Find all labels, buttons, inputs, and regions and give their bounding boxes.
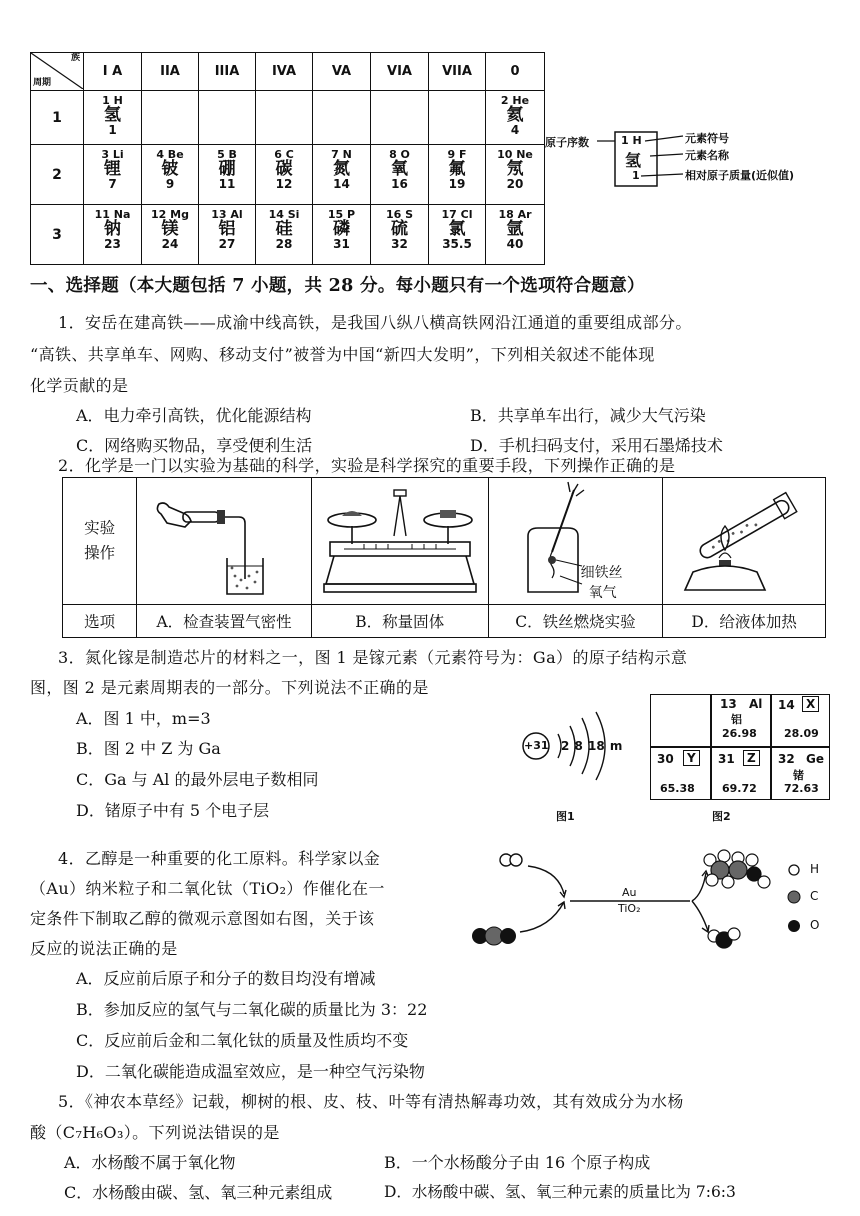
q2-option-b[interactable]: B．称量固体 (311, 605, 488, 638)
element-mass: 11 (218, 177, 236, 192)
group-header: IIIA (199, 53, 256, 91)
element-cell (486, 145, 545, 205)
element-mass: 40 (506, 237, 524, 252)
element-symbol: 10 Ne (497, 148, 533, 161)
cell-y-symbol: Y (683, 750, 700, 766)
element-name: 氦 (506, 104, 524, 125)
element-cell (142, 205, 199, 265)
heating-liquid-figure (665, 480, 823, 602)
element-symbol: 18 Ar (498, 208, 532, 221)
corner-group-label: 族 (70, 53, 80, 63)
q1-stem-line2: “高铁、共享单车、网购、移动支付”被誉为中国“新四大发明”，下列相关叙述不能体现 (30, 345, 655, 364)
table-corner (31, 53, 84, 91)
q2-option-c[interactable]: C．铁丝燃烧实验 (488, 605, 663, 638)
element-symbol: 2 He (500, 94, 530, 107)
element-name: 钠 (104, 218, 121, 239)
legend-label-symbol: 元素符号 (685, 132, 729, 145)
element-name: 氩 (506, 218, 524, 239)
q2-option-a[interactable]: A．检查装置气密性 (137, 605, 312, 638)
q1-option-d[interactable]: D．手机扫码支付，采用石墨烯技术 (470, 436, 723, 455)
fig1-caption: 图1 (556, 810, 575, 823)
element-symbol: 12 Mg (151, 208, 189, 221)
element-mass: 20 (506, 177, 524, 192)
periodic-table (30, 52, 545, 265)
q5-option-a[interactable]: A．水杨酸不属于氧化物 (64, 1153, 236, 1172)
element-symbol: 15 P (327, 208, 356, 221)
q3-option-c[interactable]: C．Ga 与 Al 的最外层电子数相同 (76, 770, 319, 789)
q5-option-c[interactable]: C．水杨酸由碳、氢、氧三种元素组成 (64, 1183, 333, 1202)
q4-option-c[interactable]: C．反应前后金和二氧化钛的质量及性质均不变 (76, 1031, 409, 1050)
element-cell (199, 205, 256, 265)
element-name: 氢 (104, 104, 121, 125)
element-name: 氯 (448, 218, 466, 239)
element-name: 氧 (391, 158, 408, 179)
q3-option-a[interactable]: A．图 1 中，m=3 (76, 709, 211, 728)
cell-z-mass: 69.72 (722, 782, 757, 795)
row-label-operation (63, 478, 137, 605)
fig-label-iron-wire: 细铁丝 (580, 565, 623, 581)
cell-x-symbol: X (802, 696, 819, 712)
figure-a-cell (137, 478, 312, 605)
q1-option-c[interactable]: C．网络购买物品，享受便利生活 (76, 436, 313, 455)
element-mass: 32 (391, 237, 408, 252)
cell-al-symbol: Al (749, 697, 763, 711)
figure-c-cell (488, 478, 663, 605)
row-label-line1: 实验 (84, 519, 116, 538)
element-mass: 9 (165, 177, 175, 192)
reaction-molecules (462, 846, 832, 958)
q2-option-d[interactable]: D．给液体加热 (663, 605, 826, 638)
element-symbol: 3 Li (101, 148, 124, 161)
empty-cell (142, 91, 199, 145)
balance-figure (314, 480, 486, 602)
q4-stem-line4: 反应的说法正确的是 (30, 939, 178, 958)
element-symbol: 17 Cl (441, 208, 473, 221)
option-row-label: 选项 (63, 605, 137, 638)
nucleus-charge: +31 (524, 739, 549, 752)
figure-d-cell (663, 478, 826, 605)
q1-option-a[interactable]: A．电力牵引高铁，优化能源结构 (76, 406, 312, 425)
period-label: 3 (31, 205, 84, 265)
group-header: 0 (486, 53, 545, 91)
q3-option-d[interactable]: D．锗原子中有 5 个电子层 (76, 801, 270, 820)
element-legend (545, 130, 835, 190)
cell-z-number: 31 (718, 752, 735, 766)
legend-label-mass: 相对原子质量(近似值) (685, 169, 795, 182)
q3-stem-line1: 3．氮化镓是制造芯片的材料之一，图 1 是镓元素（元素符号为：Ga）的原子结构示意 (58, 648, 688, 667)
element-name: 氮 (333, 158, 350, 179)
q4-stem-line2: （Au）纳米粒子和二氧化钛（TiO₂）作催化在一 (30, 879, 385, 898)
group-header: IVA (256, 53, 313, 91)
group-header: VIIA (429, 53, 486, 91)
group-header: I A (84, 53, 142, 91)
atomic-structure-figure (516, 706, 626, 784)
empty-cell (429, 91, 486, 145)
element-mass: 19 (448, 177, 466, 192)
fig-label-oxygen: 氧气 (588, 585, 617, 601)
element-cell (256, 205, 313, 265)
element-symbol: 14 Si (268, 208, 300, 221)
element-cell (313, 145, 371, 205)
q1-stem-line3: 化学贡献的是 (30, 376, 129, 395)
period-label: 1 (31, 91, 84, 145)
element-name: 磷 (333, 218, 350, 239)
element-symbol: 11 Na (94, 208, 131, 221)
element-symbol: 13 Al (211, 208, 243, 221)
q2-stem: 2．化学是一门以实验为基础的科学，实验是科学探究的重要手段，下列操作正确的是 (58, 456, 676, 475)
period-label: 2 (31, 145, 84, 205)
element-name: 氖 (506, 158, 524, 179)
catalyst-tio2: TiO₂ (618, 902, 641, 915)
element-mass: 1 (108, 123, 117, 138)
q1-stem-line1: 1．安岳在建高铁——成渝中线高铁，是我国八纵八横高铁网沿江通道的重要组成部分。 (58, 313, 692, 332)
q5-stem-line2: 酸（C₇H₆O₃）。下列说法错误的是 (30, 1123, 280, 1142)
element-mass: 4 (510, 123, 520, 138)
element-cell (486, 205, 545, 265)
element-name: 硼 (218, 158, 236, 179)
cell-ge-name: 锗 (793, 769, 804, 782)
element-mass: 12 (275, 177, 293, 192)
legend-mass-sample: 1 (632, 169, 640, 182)
element-cell (84, 91, 142, 145)
element-cell (199, 145, 256, 205)
empty-cell (313, 91, 371, 145)
element-symbol: 7 N (331, 148, 352, 161)
fig2-caption: 图2 (712, 810, 731, 823)
element-name: 锂 (104, 158, 121, 179)
legend-o: O (810, 918, 820, 932)
element-cell (84, 205, 142, 265)
element-cell (142, 145, 199, 205)
element-mass: 28 (275, 237, 293, 252)
element-mass: 16 (391, 177, 408, 192)
element-mass: 7 (108, 177, 117, 192)
cell-al-mass: 26.98 (722, 727, 757, 740)
element-mass: 27 (218, 237, 236, 252)
group-header: IIA (142, 53, 199, 91)
legend-atomic-number: 原子序数 (545, 136, 589, 149)
q4-stem-line1: 4．乙醇是一种重要的化工原料。科学家以金 (58, 849, 381, 868)
legend-name-sample: 氢 (625, 151, 642, 170)
q1-option-b[interactable]: B．共享单车出行，减少大气污染 (470, 406, 706, 425)
q5-option-b[interactable]: B．一个水杨酸分子由 16 个原子构成 (384, 1153, 651, 1172)
cell-x-number: 14 (778, 698, 795, 712)
group-header: VA (313, 53, 371, 91)
legend-h: H (810, 862, 820, 876)
cell-x-mass: 28.09 (784, 727, 819, 740)
q3-stem-line2: 图，图 2 是元素周期表的一部分。下列说法不正确的是 (30, 678, 429, 697)
element-mass: 23 (104, 237, 121, 252)
element-symbol: 5 B (217, 148, 237, 161)
q2-experiment-table (62, 477, 826, 638)
element-symbol: 8 O (389, 148, 410, 161)
q3-option-b[interactable]: B．图 2 中 Z 为 Ga (76, 739, 221, 758)
element-mass: 14 (333, 177, 350, 192)
cell-ge-number: 32 (778, 752, 795, 766)
catalyst-au: Au (622, 886, 637, 899)
element-mass: 31 (333, 237, 350, 252)
iron-wire-figure (490, 480, 660, 602)
cell-z-symbol: Z (743, 750, 760, 766)
empty-cell (199, 91, 256, 145)
group-header: VIA (371, 53, 429, 91)
row-label-line2: 操作 (84, 544, 116, 562)
legend-label-name: 元素名称 (685, 149, 729, 162)
element-name: 铝 (218, 218, 236, 239)
element-cell (429, 145, 486, 205)
cell-al-number: 13 (720, 697, 737, 711)
cell-ge-symbol: Ge (806, 752, 824, 766)
element-name: 硫 (391, 218, 408, 239)
element-cell (371, 145, 429, 205)
legend-symbol-sample: 1 H (621, 134, 642, 147)
section-title: 一、选择题（本大题包括 7 小题，共 28 分。每小题只有一个选项符合题意） (30, 276, 645, 296)
empty-cell (371, 91, 429, 145)
reaction-diagram (462, 846, 832, 958)
element-mass: 35.5 (442, 237, 472, 252)
element-cell (371, 205, 429, 265)
element-symbol: 1 H (102, 94, 123, 107)
element-cell (313, 205, 371, 265)
element-symbol: 16 S (385, 208, 414, 221)
q5-option-d[interactable]: D．水杨酸中碳、氢、氧三种元素的质量比为 7:6:3 (384, 1183, 736, 1201)
element-symbol: 6 C (274, 148, 294, 161)
element-mass: 24 (161, 237, 179, 252)
element-cell (429, 205, 486, 265)
element-cell (256, 145, 313, 205)
q5-stem-line1: 5．《神农本草经》记载，柳树的根、皮、枝、叶等有清热解毒功效，其有效成分为水杨 (58, 1092, 684, 1111)
element-symbol: 9 F (447, 148, 467, 161)
q4-stem-line3: 定条件下制取乙醇的微观示意图如右图，关于该 (30, 909, 375, 928)
element-name: 氟 (448, 158, 466, 179)
cell-ge-mass: 72.63 (784, 782, 819, 795)
element-symbol: 4 Be (156, 148, 184, 161)
figure-b-cell (311, 478, 488, 605)
q4-option-b[interactable]: B．参加反应的氢气与二氧化碳的质量比为 3：22 (76, 1000, 428, 1019)
corner-period-label: 周期 (33, 77, 52, 88)
element-cell (84, 145, 142, 205)
q4-option-d[interactable]: D．二氧化碳能造成温室效应，是一种空气污染物 (76, 1062, 425, 1081)
shell-electrons: 2 8 18 m (561, 739, 623, 753)
element-cell (486, 91, 545, 145)
element-name: 硅 (275, 218, 293, 239)
cell-y-number: 30 (657, 752, 674, 766)
airtightness-check-figure (139, 480, 309, 602)
partial-periodic-table (650, 694, 830, 800)
legend-c: C (810, 889, 819, 903)
element-name: 铍 (161, 158, 179, 179)
cell-al-name: 铝 (731, 713, 742, 726)
element-name: 镁 (161, 218, 179, 239)
element-name: 碳 (275, 158, 293, 179)
q4-option-a[interactable]: A．反应前后原子和分子的数目均没有增减 (76, 969, 376, 988)
empty-cell (256, 91, 313, 145)
cell-y-mass: 65.38 (660, 782, 695, 795)
